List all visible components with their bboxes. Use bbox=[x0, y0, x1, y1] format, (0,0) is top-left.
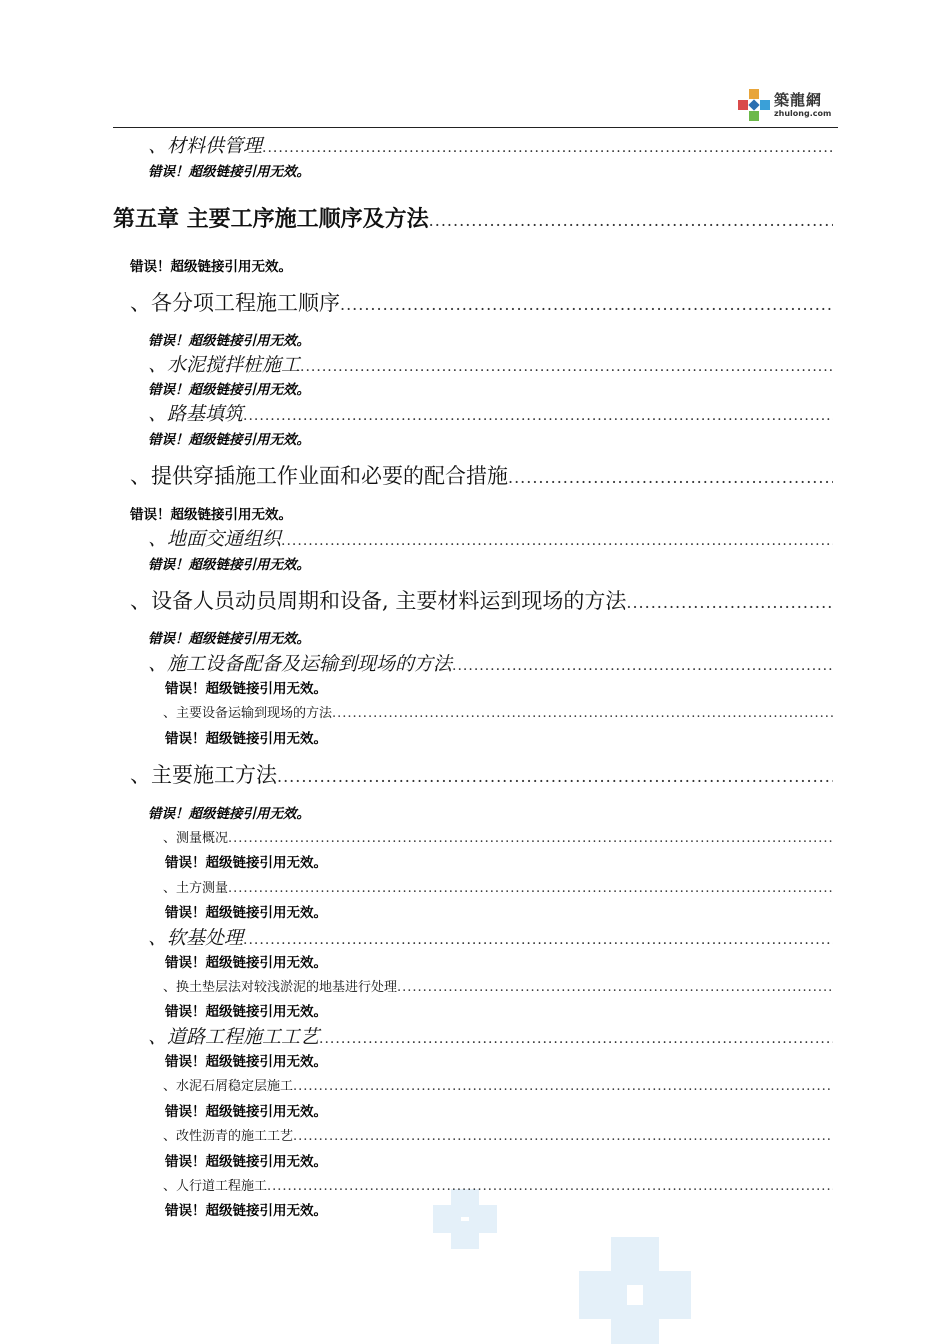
toc-leader bbox=[228, 881, 833, 896]
error-message: 错误！超级链接引用无效。 bbox=[165, 1154, 327, 1170]
error-message: 错误！超级链接引用无效。 bbox=[165, 1054, 327, 1070]
error-message: 错误！超级链接引用无效。 bbox=[130, 259, 292, 275]
toc-leader bbox=[293, 1129, 833, 1144]
toc-chapter-entry[interactable] bbox=[113, 202, 833, 233]
error-message: 错误！超级链接引用无效。 bbox=[165, 1203, 327, 1219]
error-message: 错误！超级链接引用无效。 bbox=[148, 382, 310, 398]
error-message: 错误！超级链接引用无效。 bbox=[165, 855, 327, 871]
toc-entry[interactable] bbox=[163, 877, 833, 896]
toc-leader bbox=[300, 359, 833, 375]
toc-leader bbox=[243, 408, 833, 424]
brand-name-en: zhulong.com bbox=[774, 109, 832, 118]
toc-leader bbox=[243, 932, 833, 948]
toc-entry[interactable] bbox=[130, 287, 833, 317]
toc-entry-title: 、水泥搅拌桩施工 bbox=[148, 354, 301, 376]
error-message: 错误！超级链接引用无效。 bbox=[130, 507, 292, 523]
toc-leader bbox=[319, 1031, 833, 1047]
error-message: 错误！超级链接引用无效。 bbox=[165, 905, 327, 921]
toc-leader bbox=[429, 211, 833, 230]
toc-entry-title: 、换土垫层法对较浅淤泥的地基进行处理 bbox=[163, 980, 398, 995]
toc-entry[interactable] bbox=[163, 1125, 833, 1144]
toc-entry-title: 、土方测量 bbox=[163, 881, 229, 896]
toc-entry[interactable] bbox=[148, 131, 833, 158]
brand-name-cn: 築龍網 bbox=[774, 91, 823, 109]
toc-entry[interactable] bbox=[163, 1075, 833, 1094]
toc-leader bbox=[452, 658, 833, 674]
toc-entry[interactable] bbox=[148, 1022, 833, 1049]
error-message: 错误！超级链接引用无效。 bbox=[148, 333, 310, 349]
error-message: 错误！超级链接引用无效。 bbox=[148, 432, 310, 448]
toc-entry-title: 、路基填筑 bbox=[148, 403, 244, 425]
toc-entry-title: 、各分项工程施工顺序 bbox=[130, 291, 340, 315]
error-message: 错误！超级链接引用无效。 bbox=[165, 681, 327, 697]
error-message: 错误！超级链接引用无效。 bbox=[148, 806, 310, 822]
toc-entry-title: 、主要设备运输到现场的方法 bbox=[163, 706, 333, 721]
toc-entry[interactable] bbox=[163, 976, 833, 995]
toc-leader bbox=[262, 140, 833, 156]
toc-entry[interactable] bbox=[148, 399, 833, 426]
toc-entry-title: 、道路工程施工工艺 bbox=[148, 1026, 320, 1048]
toc-leader bbox=[340, 295, 833, 314]
toc-entry-title: 、软基处理 bbox=[148, 927, 244, 949]
toc-entry[interactable] bbox=[130, 460, 833, 490]
error-message: 错误！超级链接引用无效。 bbox=[165, 731, 327, 747]
toc-entry-title: 、地面交通组织 bbox=[148, 528, 282, 550]
error-message: 错误！超级链接引用无效。 bbox=[148, 631, 310, 647]
toc-entry[interactable] bbox=[148, 649, 833, 676]
toc-leader bbox=[277, 767, 833, 786]
toc-entry-title: 、人行道工程施工 bbox=[163, 1179, 268, 1194]
toc-entry[interactable] bbox=[148, 524, 833, 551]
toc-entry-title: 、测量概况 bbox=[163, 831, 229, 846]
toc-entry-title: 、提供穿插施工作业面和必要的配合措施 bbox=[130, 464, 508, 488]
toc-entry[interactable] bbox=[163, 1175, 833, 1194]
toc-leader bbox=[332, 706, 833, 721]
toc-entry[interactable] bbox=[148, 923, 833, 950]
toc-leader bbox=[293, 1079, 833, 1094]
toc-leader bbox=[626, 593, 833, 612]
toc-leader bbox=[397, 980, 833, 995]
toc-entry-title: 、水泥石屑稳定层施工 bbox=[163, 1079, 294, 1094]
toc-entry-title: 、主要施工方法 bbox=[130, 763, 277, 787]
toc-leader bbox=[267, 1179, 833, 1194]
toc-entry[interactable] bbox=[130, 585, 833, 615]
toc-entry-title: 、改性沥青的施工工艺 bbox=[163, 1129, 294, 1144]
toc-leader bbox=[228, 831, 833, 846]
toc-entry-title: 、设备人员动员周期和设备, 主要材料运到现场的方法 bbox=[130, 589, 627, 613]
toc-leader bbox=[281, 533, 833, 549]
error-message: 错误！超级链接引用无效。 bbox=[165, 955, 327, 971]
error-message: 错误！超级链接引用无效。 bbox=[148, 557, 310, 573]
toc-leader bbox=[508, 468, 833, 487]
error-message: 错误！超级链接引用无效。 bbox=[165, 1004, 327, 1020]
toc-entry-title: 、施工设备配备及运输到现场的方法 bbox=[148, 653, 453, 675]
error-message: 错误！超级链接引用无效。 bbox=[148, 164, 310, 180]
toc-entry[interactable] bbox=[163, 702, 833, 721]
toc-entry[interactable] bbox=[163, 827, 833, 846]
toc-entry-title: 第五章 主要工序施工顺序及方法 bbox=[113, 207, 429, 232]
toc-entry[interactable] bbox=[148, 350, 833, 377]
error-message: 错误！超级链接引用无效。 bbox=[165, 1104, 327, 1120]
toc-entry-title: 、材料供管理 bbox=[148, 135, 263, 157]
toc-entry[interactable] bbox=[130, 759, 833, 789]
